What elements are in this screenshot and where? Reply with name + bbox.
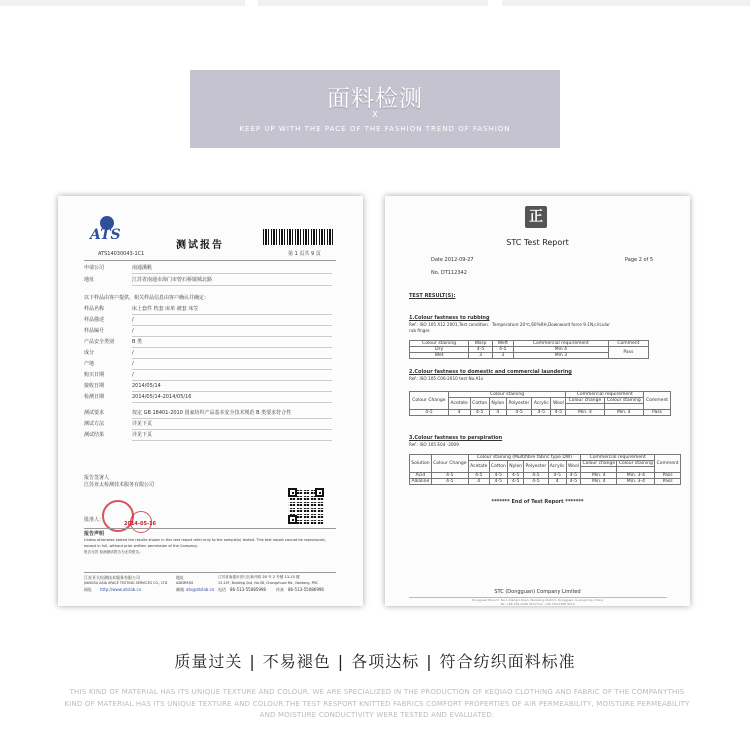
title-banner [190,70,560,148]
stc-logo: 正 [525,206,547,228]
stc-company: STC (Dongguan) Company Limited [494,589,581,595]
statement-title: 报告声明 [84,531,105,537]
field-value: / [132,350,134,356]
field-label: 产品安全类别 [84,339,115,345]
field-label: 测试要求 [84,410,105,416]
ats-test-report: ATS 测试报告 ATS14030043-1C1 第 1 页共 9 页 申请公司 南通溪帆 地址 江苏省南通市海门市曾石桥镇城北路 以下样品由客户提供，相关样品信息由客户确认并确定： 样品名称 床上套件 枕套 床单 被套 床笠 样品描述 / 样品编号 / 产品安全类别 B 类 成分 / 产地 / 购买日期 / 接收日期 2014/05/14 检测日期 2014/05/14-2014/05/16 测试要求 按定 GB 18401-2010 国家纺织产品基本安全技术规范 B 类要求符合性 测试方法 详见下页 测试结果 详见下页 报告签署人 江苏亚太检测技术服务有限公司 批准人： 2014-05-16 报告声明 Unless otherwise stated the results shown in this test report refer only to the sample(s) tested. This test report cannot be reproduced, except in full, without prior written permission of the Company. 报告无效 检测测试报告为无效报告。 江苏亚太检测技术服务有限公司 JIANGSU ASIA SPACE TESTING SERVICES CO., LTD 网址 http://www.atslab.cn 地址 ADDRESS 邮箱 ats@atslab.cn 江苏省南通市崇川区新开路 28 号 2 号楼 13-15 楼 13-15F, Building 2nd, No.58, Chongchuan Rd., Nantong, PRC 电话 86-513-55085998 传真 86-513-55086996 [58,196,363,606]
laundering-table: Colour Change Colour staining Commercial requirement Comment Acetate Cotton Nylon Polyester Acrylic Wool Colour change Colour staining 4-5 4 4-5 4 4-5 4-5 4-5 Min. 4 Min. 4 Pass [409,391,671,416]
end-of-report: ******* End of Test Report ******* [491,499,584,505]
slogan-standards: 各项达标 [351,652,420,671]
qr-code [288,488,324,524]
page-indicator: 第 1 页共 9 页 [288,251,321,257]
signoff-line: 报告签署人 [84,475,110,481]
perspiration-table: Solution Colour Change Colour staining (Multifibre fabric type DW) Commercial requirement Comment Acetate Cotton Nylon Polyester Acrylic Wool Colour change Colour staining Acid 4-5 4-5 4-5 4-5 4-5 4-5 4-5 Min. 4 Min. 3-4 Pass Alkaline 4-5 4 4-5 4-5 4-5 4 4-5 Min. 4 Min. 3-4 Pass [411,455,679,484]
field-value: 详见下页 [132,421,153,427]
field-label: 申请公司 [84,265,105,271]
field-label: 样品名称 [84,306,105,312]
slogan: 质量过关 | 不易褪色 | 各项达标 | 符合纺织面料标准 [0,649,750,672]
slogan-compliance: 符合纺织面料标准 [439,652,576,671]
banner-separator: X [372,110,378,119]
report-date: Date 2012-09-27 [431,257,474,263]
field-value: 南通溪帆 [132,265,153,271]
field-value: B 类 [132,339,143,345]
field-label: 样品编号 [84,328,105,334]
field-value: / [132,372,134,378]
slogan-colorfast: 不易褪色 [262,652,331,671]
section-rubbing-heading: 1.Colour fastness to rubbing [409,315,490,321]
page-indicator: Page 2 of 5 [625,257,654,263]
banner-subtitle: KEEP UP WITH THE PACE OF THE FASHION TREND OF FASHION [239,125,511,133]
field-value: / [132,361,134,367]
field-label: 接收日期 [84,383,105,389]
field-value: 江苏省南通市海门市曾石桥镇城北路 [132,277,213,283]
barcode [263,229,335,245]
stc-test-report: 正 STC Test Report Date 2012-09-27 Page 2 of 5 No. DT112342 TEST RESULT(S): 1.Colour fastness to rubbing Ref.: ISO 105 X12 2001,Test condition：Temperature 20℃,60%RH,Downward force 9.1N,circular rub finger. Colour staining Warp Weft Commercial requirement Comment Dry 4-5 4-5 Min 4 Pass Wet 3 3 Min 3 2.Colour fastness to domestic and commercial laundering Ref.: ISO 105 C06-2010 test No.A1s Colour Change Colour staining Commercial requirement Comment Acetate Cotton Nylon Polyester Acrylic Wool Colour change Colour staining 4-5 4 4-5 4 4-5 4-5 4-5 Min. 4 Min. 4 Pass 3.Colour fastness to perspiration Ref.: ISO 105 E04 -2009 Solution Colour Change Colour staining (Multifibre fabric type DW) Commercial requirement Comment Acetate Cotton Nylon Polyester Acrylic Wool Colour change Colour staining Acid 4-5 4-5 4-5 4-5 4-5 4-5 4-5 Min. 4 Min. 3-4 Pass Alkaline 4-5 4 4-5 4-5 4-5 4 4-5 Min. 4 Min. 3-4 Pass ******* End of Test Report ******* STC (Dongguan) Company Limited Dongguan Branch: No.1 Xiangxi Road, Wanjiang District, Dongguan, Guangdong, China Tel: +86 769 2288 9110 Fax: +86 769 2288 9210 [385,196,690,606]
report-title: 测试报告 [176,240,224,251]
field-label: 成分 [84,350,95,356]
field-value: / [132,328,134,334]
ats-logo: ATS [86,216,136,246]
field-value: 按定 GB 18401-2010 国家纺织产品基本安全技术规范 B 类要求符合性 [132,410,292,416]
banner-title: 面料检测 [327,86,423,112]
stamp-date: 2014-05-16 [124,521,156,527]
footer-description: THIS KIND OF MATERIAL HAS ITS UNIQUE TEXTURE AND COLOUR. WE ARE SPECIALIZED IN THE PRODUCTION OF KEQIAO CLOTHING AND FABRIC OF THE COMPANYTHIS KIND OF MATERIAL HAS ITS UNIQUE TEXTURE AND COLOUR.THE TEST RESPORT KNITTED FABRICS COMFORT PROPERTIES OF AIR PERMEABILITY, MOISTURE PERMEABILITY AND MOISTURE CONDUCTIVITY WERE TESTED AND EVALUATED. [64,688,690,719]
stc-title: STC Test Report [506,238,569,247]
report-number: ATS14030043-1C1 [98,251,145,257]
field-value: 2014/05/14-2014/05/16 [132,394,192,400]
field-label: 产地 [84,361,95,367]
top-strip [0,0,750,8]
field-label: 购买日期 [84,372,105,378]
field-value: 详见下页 [132,432,153,438]
field-value: 床上套件 枕套 床单 被套 床笠 [132,306,199,312]
field-label: 样品描述 [84,317,105,323]
section-laundering-heading: 2.Colour fastness to domestic and commercial laundering [409,369,572,375]
rubbing-table: Colour staining Warp Weft Commercial requirement Comment Dry 4-5 4-5 Min 4 Pass Wet 3 3 Min 3 [409,340,649,359]
signoff-company: 江苏亚太检测技术服务有限公司 [84,482,155,488]
field-value: / [132,317,134,323]
field-label: 以下样品由客户提供，相关样品信息由客户确认并确定： [84,295,210,301]
field-label: 检测日期 [84,394,105,400]
field-label: 地址 [84,277,95,283]
field-label: 测试结果 [84,432,105,438]
approval-label: 批准人： [84,517,105,523]
field-value: 2014/05/14 [132,383,161,389]
slogan-quality: 质量过关 [174,652,243,671]
report-number: No. DT112342 [431,270,467,276]
results-heading: TEST RESULT(S): [409,293,456,299]
section-perspiration-heading: 3.Colour fastness to perspiration [409,435,503,441]
field-label: 测试方法 [84,421,105,427]
